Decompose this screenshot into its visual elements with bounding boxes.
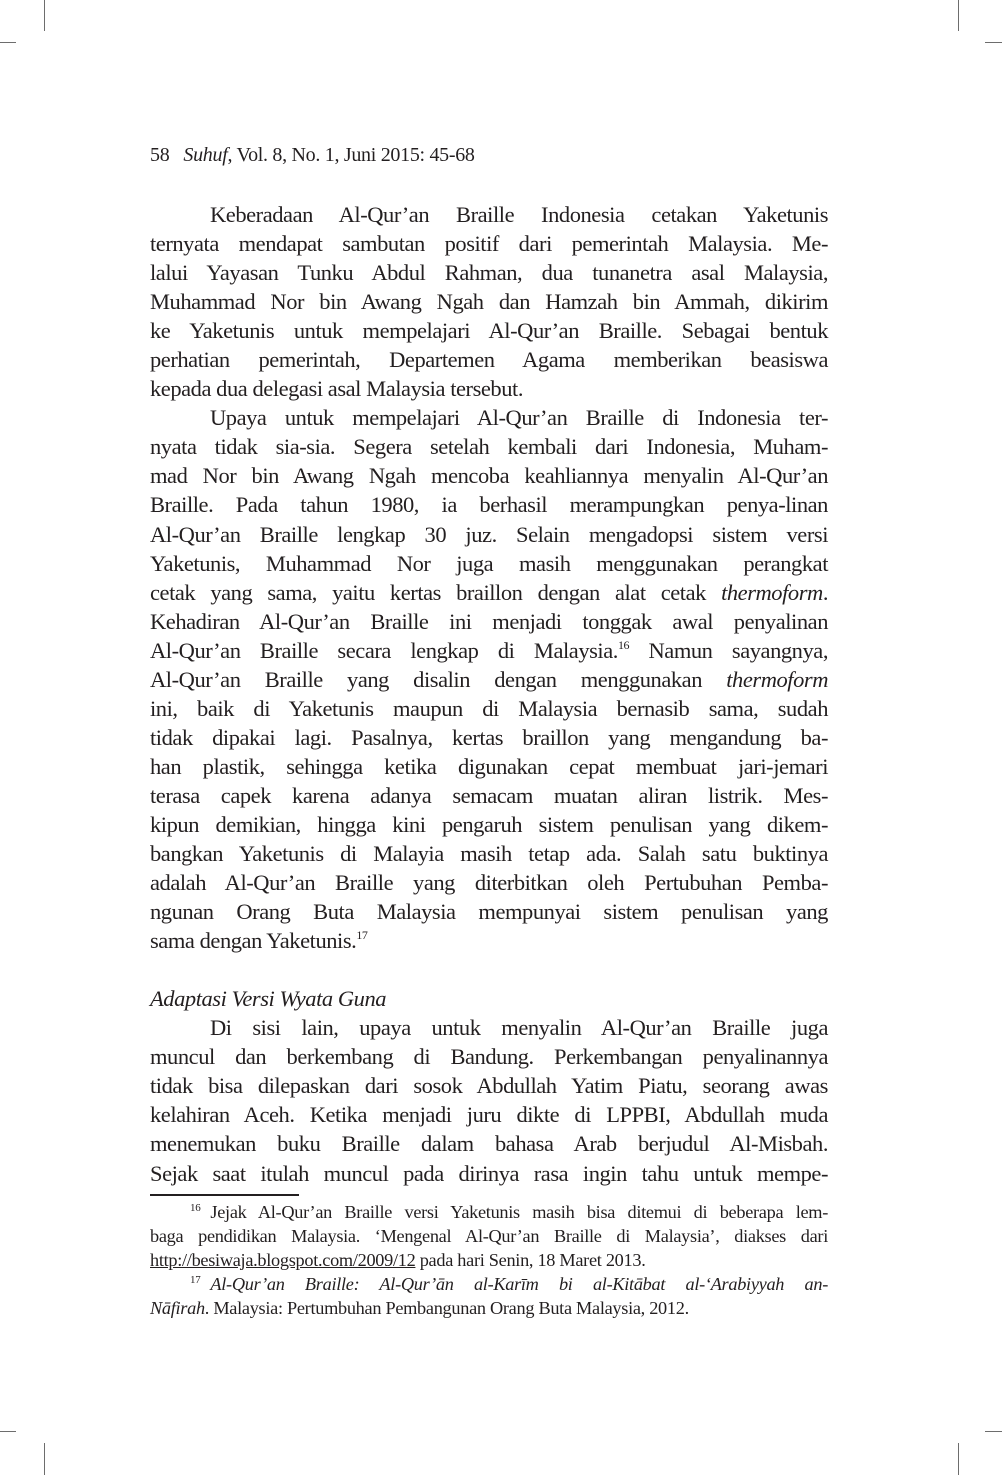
footnote-line: $^{17}$ Al-Qur’an Braille: Al-Qur’ān al-Karīm bi al-Kitābat al-‘Arabiyyah an- [190,1274,828,1294]
text-line: Upaya untuk mempelajari Al-Qur’an Braille di Indonesia ter- [210,405,828,431]
text-line: nyata tidak sia-sia. Segera setelah kembali dari Indonesia, Muham- [150,434,828,460]
page-number: 58 [150,144,170,166]
text-line: lalui Yayasan Tunku Abdul Rahman, dua tunanetra asal Malaysia, [150,260,828,286]
running-header [150,142,475,168]
text-line: bangkan Yaketunis di Malayia masih tetap ada. Salah satu buktinya [150,841,828,867]
crop-mark-bottom-right-horizontal [985,1431,1002,1432]
text-line: ternyata mendapat sambutan positif dari pemerintah Malaysia. Me- [150,231,828,257]
text-line: Muhammad Nor bin Awang Ngah dan Hamzah bin Ammah, dikirim [150,289,828,315]
text-line: cetak yang sama, yaitu kertas braillon dengan alat cetak thermoform. [150,579,828,605]
footnote-line: http://besiwaja.blogspot.com/2009/12 pada hari Senin, 18 Maret 2013. [150,1250,646,1270]
italic-term: thermoform [721,579,823,605]
footnote-line: baga pendidikan Malaysia. ‘Mengenal Al-Qur’an Braille di Malaysia’, diakses dari [150,1226,828,1246]
text-line: tidak bisa dilepaskan dari sosok Abdullah Yatim Piatu, seorang awas [150,1073,828,1099]
footnote-number: 17 [190,1274,201,1286]
text-line: ini, baik di Yaketunis maupun di Malaysia bernasib sama, sudah [150,695,828,721]
section-heading: Adaptasi Versi Wyata Guna [150,986,387,1012]
text-line: muncul dan berkembang di Bandung. Perkembangan penyalinannya [150,1044,828,1070]
crop-mark-bottom-left-horizontal [0,1431,16,1432]
footnote-number: 16 [190,1202,201,1214]
footnote-separator [150,1194,299,1196]
text-line: kelahiran Aceh. Ketika menjadi juru dikte di LPPBI, Abdullah muda [150,1102,828,1128]
paragraph-2 [150,403,828,955]
footnote-line: $^{16}$ Jejak Al-Qur’an Braille versi Yaketunis masih bisa ditemui di beberapa lem- [190,1202,828,1222]
footnote-ref-16[interactable]: 16 [617,637,630,652]
text-line: han plastik, sehingga ketika digunakan cepat membuat jari-jemari [150,753,828,779]
crop-mark-top-left-horizontal [0,42,16,43]
text-line: Keberadaan Al-Qur’an Braille Indonesia cetakan Yaketunis [210,202,828,227]
text-line: Al-Qur’an Braille yang disalin dengan menggunakan thermoform [150,666,828,692]
text-line: terasa capek karena adanya semacam muatan aliran listrik. Mes- [150,782,828,808]
footnote-link[interactable]: http://besiwaja.blogspot.com/2009/12 [150,1250,416,1270]
text-line: ngunan Orang Buta Malaysia mempunyai sistem penulisan yang [150,899,828,925]
footnotes [150,1200,828,1320]
text-line: adalah Al-Qur’an Braille yang diterbitkan oleh Pertubuhan Pemba- [150,870,828,896]
text-line: menemukan buku Braille dalam bahasa Arab berjudul Al-Misbah. [150,1131,828,1157]
text-line: sama dengan Yaketunis.$^{17}$ [150,928,368,954]
crop-mark-bottom-right-vertical [958,1443,959,1475]
footnote-line: Nāfirah. Malaysia: Pertumbuhan Pembangunan Orang Buta Malaysia, 2012. [150,1298,689,1318]
text-line: kipun demikian, hingga kini pengaruh sistem penulisan yang dikem- [150,811,828,837]
footnote-16 [150,1200,828,1272]
crop-mark-bottom-left-vertical [44,1443,45,1475]
body-text [150,200,828,1188]
text-line: Kehadiran Al-Qur’an Braille ini menjadi tonggak awal penyalinan [150,608,828,634]
journal-citation: , Vol. 8, No. 1, Juni 2015: 45-68 [227,144,475,166]
text-line: Al-Qur’an Braille lengkap 30 juz. Selain mengadopsi sistem versi [150,521,828,547]
text-line: kepada dua delegasi asal Malaysia tersebut. [150,376,523,402]
paragraph-1 [150,200,828,403]
text-line: Al-Qur’an Braille secara lengkap di Malaysia.$^{16}$ Namun sayangnya, [150,637,828,663]
italic-term: thermoform [726,666,828,692]
text-line: Yaketunis, Muhammad Nor juga masih menggunakan perangkat [150,550,828,576]
text-line: Sejak saat itulah muncul pada dirinya rasa ingin tahu untuk mempe- [150,1160,828,1186]
text-line: perhatian pemerintah, Departemen Agama memberikan beasiswa [150,347,828,373]
crop-mark-top-right-vertical [958,0,959,31]
journal-name: Suhuf [183,144,228,166]
footnote-ref-17[interactable]: 17 [356,928,368,943]
text-line: Braille. Pada tahun 1980, ia berhasil merampungkan penya-linan [150,492,828,518]
text-line: mad Nor bin Awang Ngah mencoba keahliannya menyalin Al-Qur’an [150,463,828,489]
text-line: ke Yaketunis untuk mempelajari Al-Qur’an Braille. Sebagai bentuk [150,318,828,344]
text-line: Di sisi lain, upaya untuk menyalin Al-Qur’an Braille juga [210,1015,828,1041]
footnote-17 [150,1272,828,1320]
paragraph-3 [150,984,828,1187]
crop-mark-top-right-horizontal [985,42,1002,43]
crop-mark-top-left-vertical [44,0,45,31]
text-line: tidak dipakai lagi. Pasalnya, kertas braillon yang mengandung ba- [150,724,828,750]
